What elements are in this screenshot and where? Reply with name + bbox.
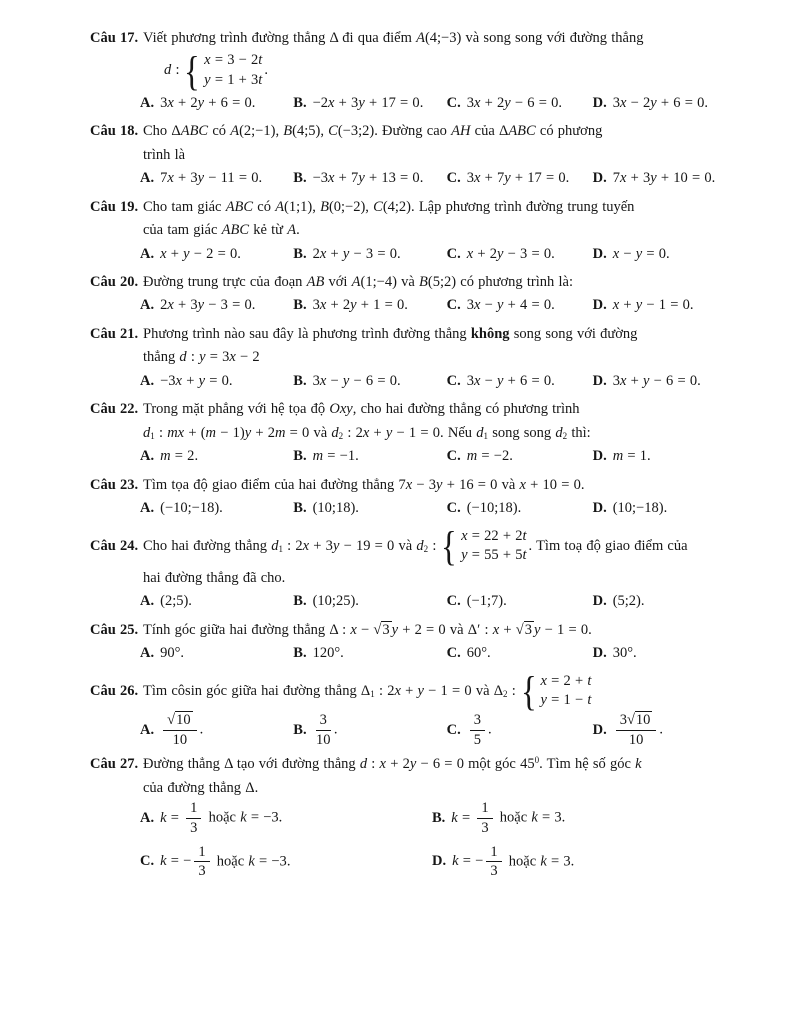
math-expression: 3x + 7y + 17 = 0 — [466, 170, 566, 187]
question-first-line — [90, 120, 724, 143]
answer-text: 3x + y − 6 = 0. — [612, 372, 701, 389]
answer-text: 3x − 2y + 6 = 0. — [612, 94, 708, 111]
answer-row — [90, 497, 724, 520]
question-number: Câu 27. — [90, 756, 139, 773]
answer-row — [90, 92, 724, 115]
answer-text: 3x − y + 6 = 0. — [466, 372, 555, 389]
answer-key: A. — [140, 809, 155, 826]
math-expression: $d_1$ — [476, 424, 488, 441]
answer-key: A. — [140, 721, 155, 738]
answer-option-B — [293, 167, 446, 190]
question-first-line — [90, 474, 724, 497]
question-continuation-line: trình là — [143, 146, 186, 163]
answer-option-A — [140, 800, 432, 836]
answer-key: D. — [592, 500, 607, 517]
math-expression: 2x + 3y − 3 = 0 — [160, 297, 252, 314]
answer-text: k = $\frac{1}{3}$ hoặc k = 3. — [451, 800, 566, 837]
answer-row — [90, 294, 724, 317]
math-expression — [613, 712, 660, 748]
math-expression: ABC — [221, 222, 250, 239]
fraction: $\frac{1}{3}$ — [486, 844, 501, 880]
answer-key: B. — [293, 245, 307, 262]
math-expression: (10;18) — [312, 500, 356, 517]
question-first-line — [90, 196, 724, 219]
answer-option-D — [593, 445, 724, 468]
question-number: Câu 24. — [90, 537, 139, 554]
math-expression: 7x − 3y + 16 = 0 — [398, 476, 498, 493]
fraction: $\frac{1}{3}$ — [186, 800, 201, 836]
math-expression: (−10;18) — [466, 500, 518, 517]
question-continuation-line: của tam giác ABC kẻ từ A. — [143, 222, 300, 239]
answer-option-C — [447, 590, 593, 613]
math-expression: 3x + 2y + 6 = 0 — [160, 94, 252, 111]
answer-option-D — [593, 243, 724, 266]
math-expression: 7x + 3y + 10 = 0 — [612, 170, 712, 187]
question-24 — [90, 523, 724, 614]
answer-option-B — [293, 590, 446, 613]
question-number: Câu 17. — [90, 30, 139, 46]
answer-option-B — [293, 294, 446, 317]
answer-key: B. — [293, 448, 307, 465]
answer-text: (10;25). — [312, 593, 359, 610]
question-list — [90, 27, 724, 880]
answer-key: C. — [446, 94, 461, 111]
math-expression: x + y − 2 = 0 — [160, 245, 238, 262]
answer-key: C. — [446, 645, 461, 662]
math-expression: −3x + 7y + 13 = 0 — [312, 170, 420, 187]
answer-option-B — [293, 370, 446, 393]
answer-option-A — [140, 497, 293, 520]
answer-text: $\frac{3√10}{10}$ . — [613, 722, 663, 738]
answer-key: D. — [592, 645, 607, 662]
math-expression: m = −2 — [466, 448, 510, 465]
answer-option-B — [293, 497, 446, 520]
question-continuation-line: hai đường thẳng đã cho. — [143, 569, 286, 586]
question-text: Tính góc giữa hai đường thẳng Δ : x − √3 y + 2 = 0 và Δ′ : x + √3 y − 1 = 0. — [143, 621, 592, 638]
question-text: Cho tam giác ABC có A(1;1), B(0;−2), C(4;2). Lập phương trình đường trung tuyến — [143, 198, 635, 215]
question-20 — [90, 271, 724, 318]
answer-key: B. — [293, 170, 307, 187]
answer-option-C — [447, 243, 593, 266]
answer-text: (2;5). — [160, 593, 192, 610]
math-expression: (−10;−18) — [160, 500, 220, 517]
question-first-line — [90, 619, 724, 642]
answer-key: C. — [446, 297, 461, 314]
math-expression: 30° — [612, 645, 634, 662]
question-17 — [90, 27, 724, 115]
answer-option-B — [293, 712, 446, 748]
answer-key: B. — [293, 500, 307, 517]
answer-key: A. — [140, 170, 155, 187]
answer-text: 3x + 2y + 1 = 0. — [312, 297, 408, 314]
answer-option-C — [140, 844, 432, 880]
answer-text: 3x − y + 4 = 0. — [466, 297, 555, 314]
answer-option-C — [447, 712, 593, 748]
answer-option-A — [140, 167, 293, 190]
answer-text: 60°. — [466, 645, 491, 662]
answer-option-A — [140, 294, 293, 317]
answer-option-D — [593, 497, 724, 520]
sqrt-radical: √10 — [167, 712, 191, 729]
question-number: Câu 23. — [90, 476, 139, 493]
answer-option-A — [140, 445, 293, 468]
answer-option-C — [447, 370, 593, 393]
answer-key: A. — [140, 448, 155, 465]
math-expression: 7x + 3y − 11 = 0 — [160, 170, 259, 187]
fraction: $\frac{1}{3}$ — [477, 800, 492, 836]
answer-text: 7x + 3y − 11 = 0. — [160, 170, 263, 187]
answer-key: A. — [140, 593, 155, 610]
answer-option-D — [593, 167, 724, 190]
answer-text: x + y − 1 = 0. — [612, 297, 694, 314]
question-27 — [90, 753, 724, 880]
math-expression: $45^0$ — [520, 755, 540, 773]
answer-option-D — [593, 590, 724, 613]
math-expression: x − y = 0 — [612, 245, 667, 262]
sqrt-radical: √10 — [626, 712, 651, 729]
math-expression: k = 3 — [540, 853, 571, 870]
answer-key: B. — [293, 94, 307, 111]
answer-option-D — [432, 844, 724, 880]
math-expression: m = 1 — [612, 448, 648, 465]
math-expression: 3x + y − 6 = 0 — [612, 372, 698, 389]
answer-text: 3x + 2y − 6 = 0. — [466, 94, 562, 111]
equation-system: { x = 3 − 2t y = 1 + 3t — [184, 48, 263, 95]
math-expression: 3x − y − 6 = 0 — [312, 372, 397, 389]
math-expression: x + 2y − 3 = 0 — [466, 245, 552, 262]
left-brace-icon: { — [441, 523, 458, 570]
fraction: $\frac{3}{5}$ — [470, 712, 485, 748]
math-expression: Δ — [224, 756, 233, 773]
question-19 — [90, 196, 724, 266]
answer-text: −3x + 7y + 13 = 0. — [312, 170, 424, 187]
question-number: Câu 25. — [90, 621, 139, 638]
math-expression: m = −1 — [312, 448, 356, 465]
answer-row — [90, 590, 724, 613]
question-25 — [90, 619, 724, 666]
answer-text: k = − $\frac{1}{3}$ hoặc k = −3. — [160, 843, 291, 880]
answer-row — [90, 370, 724, 393]
question-continuation-line: của đường thẳng Δ. — [143, 779, 259, 796]
answer-text: x + 2y − 3 = 0. — [466, 245, 555, 262]
math-expression: (5;2) — [612, 593, 641, 610]
question-number: Câu 18. — [90, 123, 139, 140]
answer-key: B. — [293, 297, 307, 314]
question-18 — [90, 120, 724, 190]
answer-text: m = 1. — [612, 448, 651, 465]
math-expression: k — [635, 756, 642, 773]
answer-text: −2x + 3y + 17 = 0. — [312, 94, 424, 111]
math-expression: Δ′ : x + √3 y − 1 = 0 — [467, 621, 589, 638]
math-expression: 120° — [312, 645, 341, 662]
math-expression: d : y = 3x − 2 — [179, 349, 260, 366]
math-expression: $d_1$ : mx + (m − 1)y + 2m = 0 — [143, 424, 310, 441]
answer-key: C. — [140, 853, 155, 870]
fraction: $\frac{3}{10}$ — [315, 712, 331, 748]
answer-text: 3x + 7y + 17 = 0. — [466, 170, 570, 187]
question-first-line — [90, 398, 724, 421]
answer-text: −3x + y = 0. — [160, 372, 233, 389]
question-first-line — [90, 27, 724, 50]
question-number: Câu 20. — [90, 274, 139, 290]
answer-key: B. — [293, 721, 307, 738]
question-first-line — [90, 323, 724, 346]
answer-key: B. — [432, 809, 446, 826]
answer-option-B — [293, 243, 446, 266]
question-text: Đường trung trực của đoạn AB với A(1;−4) và B(5;2) có phương trình là: — [143, 274, 573, 290]
answer-option-A — [140, 712, 293, 748]
math-expression: −3x + y = 0 — [160, 372, 229, 389]
math-expression: 2x + y − 3 = 0 — [312, 245, 397, 262]
question-26 — [90, 668, 724, 748]
math-expression: m = 2 — [160, 448, 195, 465]
math-expression — [313, 712, 334, 748]
answer-key: D. — [592, 245, 607, 262]
answer-text: x + y − 2 = 0. — [160, 245, 241, 262]
answer-key: D. — [592, 170, 607, 187]
answer-option-C — [447, 497, 593, 520]
math-expression: 3x − 2y + 6 = 0 — [612, 94, 705, 111]
question-22 — [90, 398, 724, 468]
question-number: Câu 21. — [90, 325, 139, 342]
math-expression: 90° — [160, 645, 181, 662]
question-number: Câu 22. — [90, 401, 139, 418]
answer-key: A. — [140, 245, 155, 262]
answer-key: A. — [140, 645, 155, 662]
answer-key: D. — [432, 853, 447, 870]
math-expression: $\Delta_1$ : 2x + y − 1 = 0 — [360, 682, 472, 699]
math-expression: k = 3 — [531, 809, 562, 826]
answer-option-A — [140, 243, 293, 266]
answer-option-B — [432, 800, 724, 836]
math-expression: ABC — [225, 198, 254, 215]
math-expression: 3x − y + 4 = 0 — [466, 297, 552, 314]
answer-option-D — [593, 92, 724, 115]
answer-text: x − y = 0. — [612, 245, 670, 262]
equation-system: { x = 2 + t y = 1 − t — [520, 668, 592, 715]
question-23 — [90, 474, 724, 521]
answer-option-A — [140, 590, 293, 613]
math-expression: A(1;1), B(0;−2), C(4;2) — [275, 198, 411, 215]
answer-row — [90, 712, 724, 748]
answer-key: B. — [293, 645, 307, 662]
answer-option-D — [593, 294, 724, 317]
answer-text: 7x + 3y + 10 = 0. — [612, 170, 716, 187]
answer-text: $\frac{3}{5}$ . — [467, 722, 492, 738]
question-text: Tìm côsin góc giữa hai đường thẳng $\Delta_1$ : 2x + y − 1 = 0 và $\Delta_2$ : { x = 2 + t y = 1 − t — [143, 668, 592, 715]
math-expression: (2;5) — [160, 593, 189, 610]
math-expression: 3x − y + 6 = 0 — [466, 372, 552, 389]
question-first-line — [90, 523, 724, 570]
answer-key: D. — [592, 297, 607, 314]
answer-text: m = 2. — [160, 448, 199, 465]
answer-key: D. — [592, 94, 607, 111]
question-number: Câu 19. — [90, 198, 139, 215]
answer-option-C — [447, 445, 593, 468]
math-expression: $d_2$ : 2x + y − 1 = 0 — [331, 424, 441, 441]
answer-key: A. — [140, 297, 155, 314]
math-expression: Δ — [329, 30, 339, 46]
question-text: Phương trình nào sau đây là phương trình đường thẳng không song song với đường — [143, 325, 638, 342]
question-21 — [90, 323, 724, 393]
answer-text: (−1;7). — [466, 593, 507, 610]
math-expression: B(5;2) — [419, 274, 457, 290]
math-expression: k = −3 — [240, 809, 279, 826]
math-expression: k = $\frac{1}{3}$ — [451, 810, 495, 826]
question-continuation-line: $d_1$ : mx + (m − 1)y + 2m = 0 và $d_2$ : 2x + y − 1 = 0. Nếu $d_1$ song song $d_2$ thì: — [143, 424, 591, 441]
answer-text: m = −1. — [312, 448, 359, 465]
math-expression: A(2;−1), B(4;5), C(−3;2) — [230, 123, 375, 140]
math-expression: 60° — [466, 645, 488, 662]
answer-row — [90, 167, 724, 190]
question-first-line — [90, 271, 724, 294]
answer-key: C. — [446, 448, 461, 465]
answer-option-B — [293, 92, 446, 115]
answer-text: (10;18). — [312, 500, 359, 517]
question-number: Câu 26. — [90, 682, 139, 699]
math-expression: $\Delta_2$ : — [493, 682, 516, 699]
fraction: $\frac{√10}{10}$ — [163, 712, 196, 748]
answer-text: (−10;−18). — [160, 500, 223, 517]
math-expression: k = −3 — [248, 853, 287, 870]
answer-text: $\frac{√10}{10}$ . — [160, 722, 203, 738]
math-expression: x + 10 = 0 — [519, 476, 581, 493]
answer-key: A. — [140, 500, 155, 517]
answer-key: D. — [592, 721, 607, 738]
answer-key: C. — [446, 170, 461, 187]
answer-key: C. — [446, 593, 461, 610]
math-expression: k = − $\frac{1}{3}$ — [160, 853, 212, 869]
math-expression: (10;−18) — [612, 500, 664, 517]
answer-option-C — [447, 167, 593, 190]
math-expression: d : x + 2y − 6 = 0 — [359, 756, 464, 773]
math-expression: ΔABC — [498, 123, 536, 140]
question-text: Cho ΔABC có A(2;−1), B(4;5), C(−3;2). Đường cao AH của ΔABC có phương — [143, 123, 603, 140]
answer-key: C. — [446, 372, 461, 389]
answer-key: D. — [592, 372, 607, 389]
math-expression: $d_1$ : 2x + 3y − 19 = 0 — [271, 537, 395, 554]
answer-option-C — [447, 642, 593, 665]
answer-row — [90, 445, 724, 468]
question-text: Trong mặt phẳng với hệ tọa độ Oxy, cho hai đường thẳng có phương trình — [143, 401, 580, 418]
answer-option-C — [447, 92, 593, 115]
answer-option-D — [593, 642, 724, 665]
answer-text: 30°. — [612, 645, 637, 662]
math-expression: A — [287, 222, 297, 239]
answer-key: D. — [592, 448, 607, 465]
answer-text: 90°. — [160, 645, 185, 662]
question-text: Viết phương trình đường thẳng Δ đi qua điểm A(4;−3) và song song với đường thẳng — [143, 30, 644, 46]
answer-key: B. — [293, 372, 307, 389]
equation-system: { x = 22 + 2t y = 55 + 5t — [441, 523, 527, 570]
answer-option-A — [140, 642, 293, 665]
math-expression: −2x + 3y + 17 = 0 — [312, 94, 420, 111]
bold-text: không — [470, 325, 510, 342]
answer-row — [90, 800, 724, 880]
math-expression: k = − $\frac{1}{3}$ — [452, 853, 504, 869]
answer-text: 120°. — [312, 645, 344, 662]
math-expression: A(1;−4) — [351, 274, 397, 290]
question-text: Tìm tọa độ giao điểm của hai đường thẳng 7x − 3y + 16 = 0 và x + 10 = 0. — [143, 476, 585, 493]
answer-text: 3x + 2y + 6 = 0. — [160, 94, 256, 111]
math-expression: k = $\frac{1}{3}$ — [160, 810, 204, 826]
answer-option-B — [293, 445, 446, 468]
math-expression — [467, 712, 488, 748]
answer-key: C. — [446, 500, 461, 517]
math-expression: x + y − 1 = 0 — [612, 297, 690, 314]
answer-text: (−10;18). — [466, 500, 522, 517]
answer-option-A — [140, 92, 293, 115]
math-expression: Δ — [245, 779, 255, 796]
answer-row — [90, 642, 724, 665]
left-brace-icon: { — [520, 668, 537, 715]
question-continuation-line: d : { x = 3 − 2t y = 1 + 3t . — [164, 48, 268, 95]
answer-text: 3x − y − 6 = 0. — [312, 372, 401, 389]
math-expression: ΔABC — [171, 123, 209, 140]
answer-option-D — [593, 712, 724, 748]
math-expression: (10;25) — [312, 593, 356, 610]
math-expression: $d_2$ : — [416, 537, 437, 554]
math-expression: Oxy — [329, 401, 353, 418]
math-expression: d : — [164, 62, 180, 79]
answer-key: D. — [592, 593, 607, 610]
math-expression: (−1;7) — [466, 593, 504, 610]
answer-text: (10;−18). — [612, 500, 668, 517]
answer-text: 2x + y − 3 = 0. — [312, 245, 401, 262]
answer-row — [90, 243, 724, 266]
answer-key: A. — [140, 94, 155, 111]
answer-text: 2x + 3y − 3 = 0. — [160, 297, 256, 314]
answer-text: (5;2). — [612, 593, 645, 610]
answer-option-D — [593, 370, 724, 393]
question-text: Đường thẳng Δ tạo với đường thẳng d : x + 2y − 6 = 0 một góc $45^0$. Tìm hệ số góc k — [143, 755, 642, 773]
math-expression: A(4;−3) — [416, 30, 462, 46]
question-text: Cho hai đường thẳng $d_1$ : 2x + 3y − 19 = 0 và $d_2$ : { x = 22 + 2t y = 55 + 5t . Tìm toạ độ giao điểm của — [143, 523, 688, 570]
sqrt-radical: √3 — [515, 621, 532, 638]
answer-text: k = − $\frac{1}{3}$ hoặc k = 3. — [452, 843, 575, 880]
answer-text: k = $\frac{1}{3}$ hoặc k = −3. — [160, 800, 283, 837]
math-expression: 3x + 2y + 1 = 0 — [312, 297, 405, 314]
question-first-line — [90, 668, 724, 715]
math-expression: AB — [306, 274, 325, 290]
left-brace-icon: { — [184, 48, 201, 95]
answer-option-A — [140, 370, 293, 393]
fraction: $\frac{1}{3}$ — [194, 844, 209, 880]
sqrt-radical: √3 — [373, 621, 390, 638]
answer-key: B. — [293, 593, 307, 610]
answer-text: m = −2. — [466, 448, 513, 465]
math-expression: AH — [451, 123, 471, 140]
answer-option-B — [293, 642, 446, 665]
math-expression: $d_2$ — [555, 424, 568, 441]
answer-key: C. — [446, 721, 461, 738]
math-expression: 3x + 2y − 6 = 0 — [466, 94, 559, 111]
fraction: $\frac{3√10}{10}$ — [616, 712, 657, 748]
answer-key: A. — [140, 372, 155, 389]
answer-key: C. — [446, 245, 461, 262]
question-continuation-line: thẳng d : y = 3x − 2 — [143, 349, 260, 366]
math-expression: Δ : x − √3 y + 2 = 0 — [329, 621, 446, 638]
math-expression — [160, 712, 199, 748]
answer-option-C — [447, 294, 593, 317]
answer-text: $\frac{3}{10}$ . — [313, 722, 338, 738]
question-first-line — [90, 753, 724, 776]
